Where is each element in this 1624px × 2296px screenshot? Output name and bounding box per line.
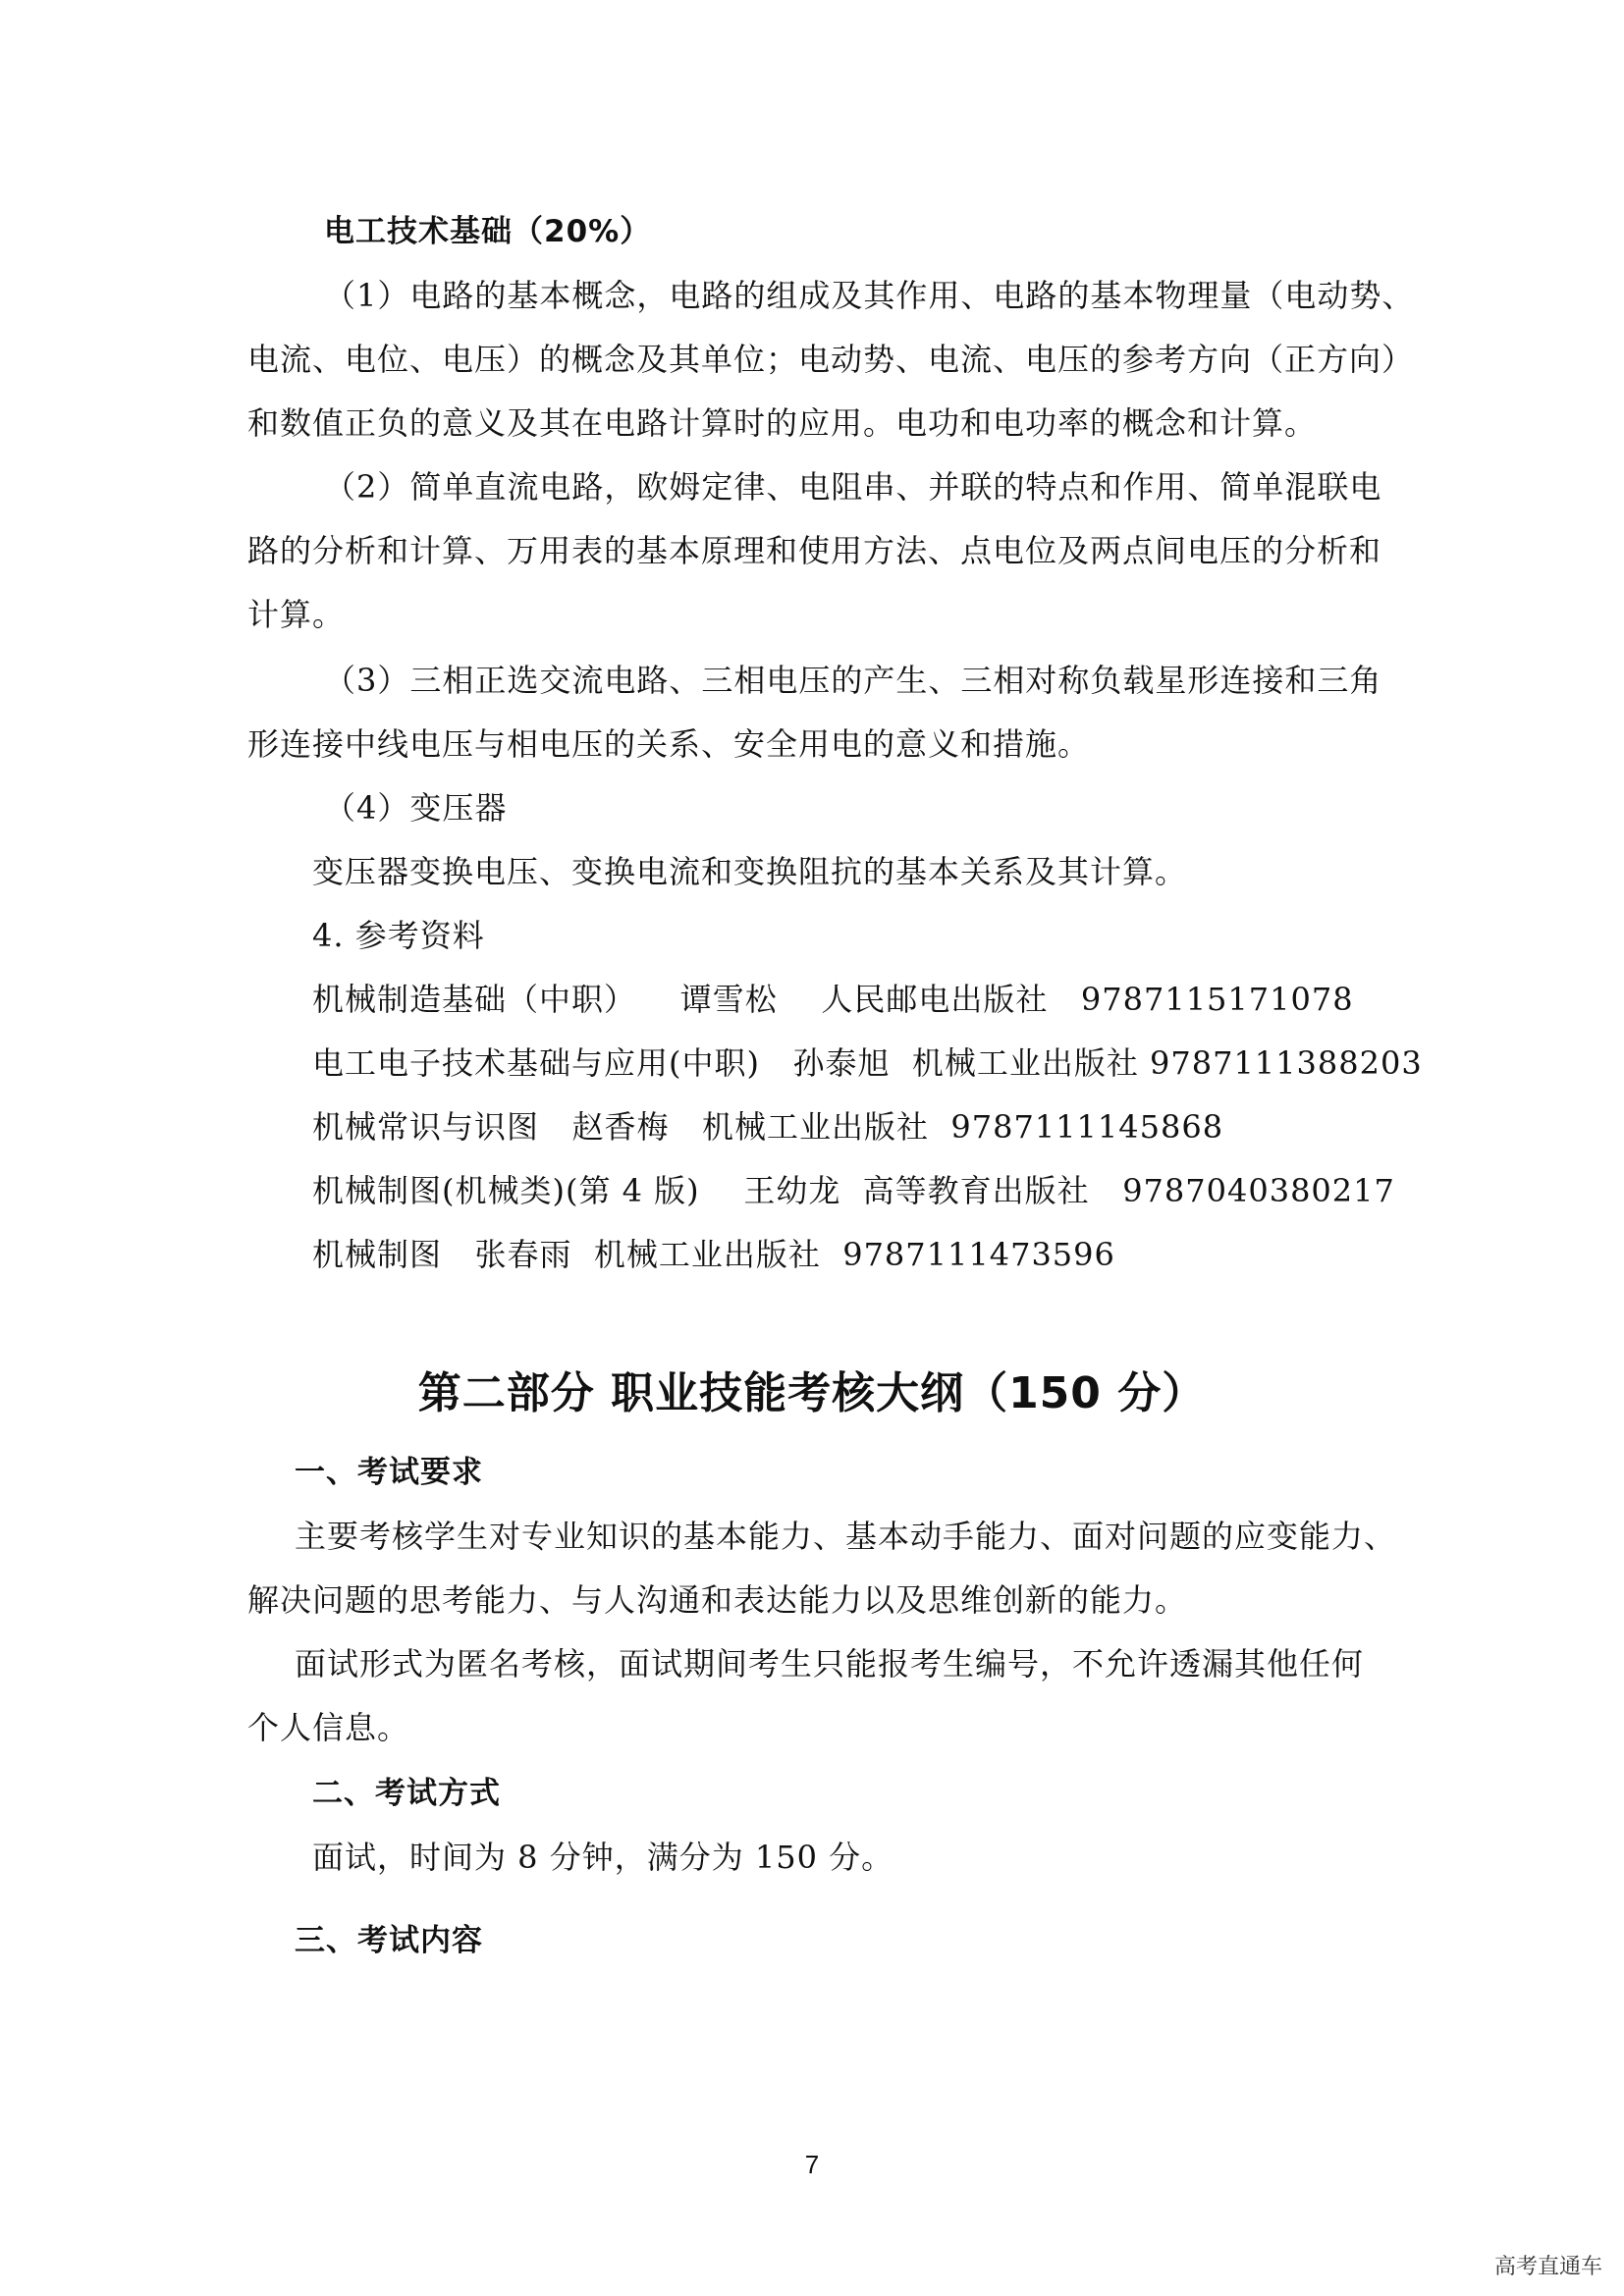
requirements-line-2: 解决问题的思考能力、与人沟通和表达能力以及思维创新的能力。 xyxy=(247,1581,1188,1619)
exam-requirements-heading: 一、考试要求 xyxy=(295,1455,483,1490)
item2-line-3: 计算。 xyxy=(247,596,346,633)
item2-line-2: 路的分析和计算、万用表的基本原理和使用方法、点电位及两点间电压的分析和 xyxy=(247,532,1382,569)
section-heading-electrical: 电工技术基础（20%） xyxy=(324,214,652,249)
item1-line-1: （1）电路的基本概念，电路的组成及其作用、电路的基本物理量（电动势、 xyxy=(324,277,1415,314)
item2-line-1: （2）简单直流电路，欧姆定律、电阻串、并联的特点和作用、简单混联电 xyxy=(324,468,1382,506)
item1-line-2: 电流、电位、电压）的概念及其单位；电动势、电流、电压的参考方向（正方向） xyxy=(247,341,1415,378)
reference-item: 电工电子技术基础与应用(中职) 孙泰旭 机械工业出版社 9787111388203 xyxy=(312,1044,1423,1082)
page-number: 7 xyxy=(804,2150,820,2179)
reference-item: 机械制图(机械类)(第 4 版) 王幼龙 高等教育出版社 9787040380217 xyxy=(312,1172,1395,1209)
item4-text: 变压器变换电压、变换电流和变换阻抗的基本关系及其计算。 xyxy=(312,853,1188,890)
reference-item: 机械制图 张春雨 机械工业出版社 9787111473596 xyxy=(312,1236,1115,1273)
part2-title: 第二部分 职业技能考核大纲（150 分） xyxy=(417,1368,1207,1418)
item1-line-3: 和数值正负的意义及其在电路计算时的应用。电功和电功率的概念和计算。 xyxy=(247,404,1318,442)
requirements-line-1: 主要考核学生对专业知识的基本能力、基本动手能力、面对问题的应变能力、 xyxy=(295,1518,1397,1555)
interview-form-line-2: 个人信息。 xyxy=(247,1709,410,1746)
watermark: 高考直通车 xyxy=(1493,2255,1602,2279)
item3-line-2: 形连接中线电压与相电压的关系、安全用电的意义和措施。 xyxy=(247,725,1091,763)
references-heading: 4. 参考资料 xyxy=(312,917,485,954)
exam-method-heading: 二、考试方式 xyxy=(312,1776,501,1811)
exam-content-heading: 三、考试内容 xyxy=(295,1923,483,1958)
interview-form-line-1: 面试形式为匿名考核，面试期间考生只能报考生编号，不允许透漏其他任何 xyxy=(295,1645,1365,1682)
reference-item: 机械常识与识图 赵香梅 机械工业出版社 9787111145868 xyxy=(312,1108,1224,1146)
item4-title: （4）变压器 xyxy=(324,789,508,827)
item3-line-1: （3）三相正选交流电路、三相电压的产生、三相对称负载星形连接和三角 xyxy=(324,662,1382,699)
exam-method-text: 面试，时间为 8 分钟，满分为 150 分。 xyxy=(312,1839,894,1876)
reference-item: 机械制造基础（中职） 谭雪松 人民邮电出版社 9787115171078 xyxy=(312,981,1354,1018)
